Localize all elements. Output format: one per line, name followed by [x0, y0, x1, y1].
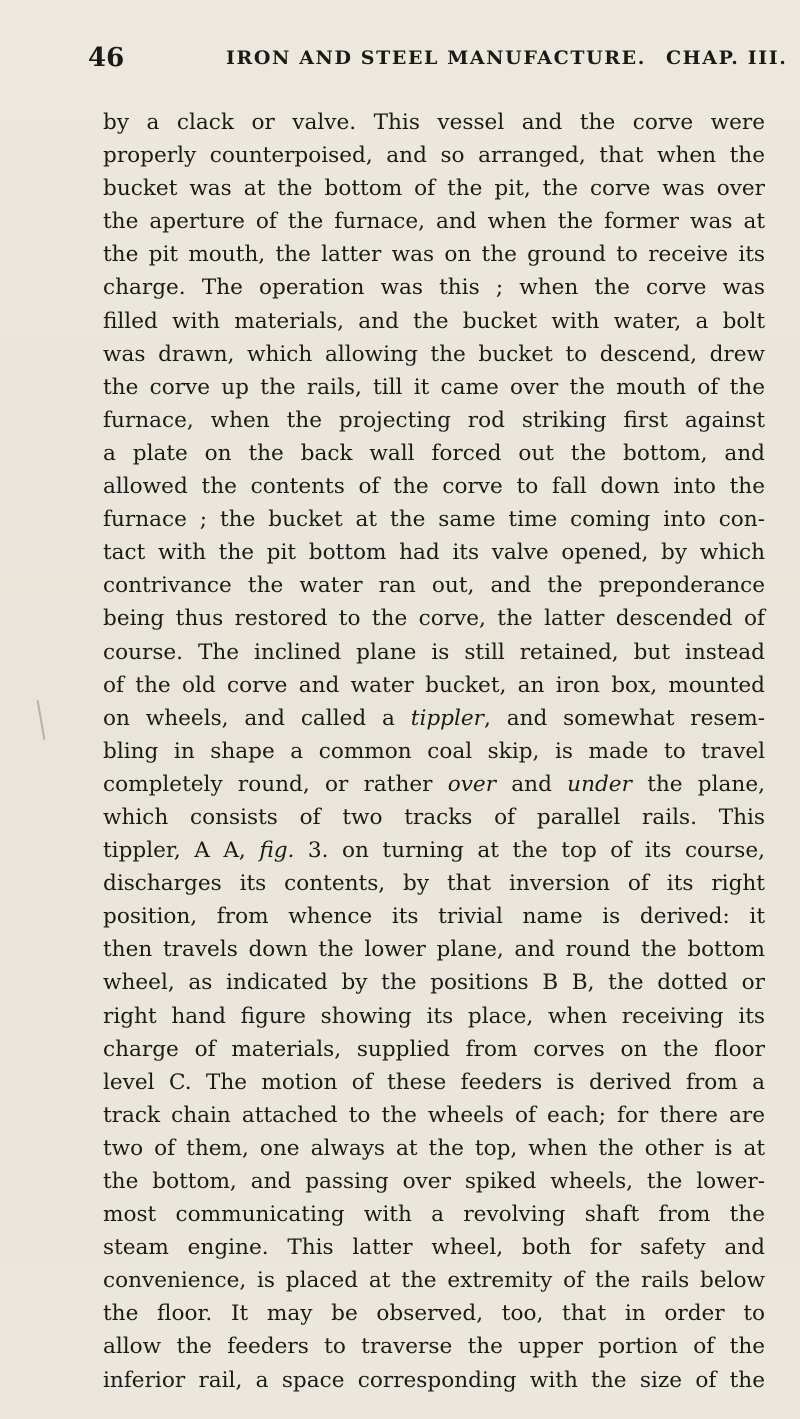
- running-title: [226, 40, 787, 76]
- text-segment: and: [511, 771, 552, 797]
- text-line: by a clack or valve. This vessel and the corve were: [103, 110, 765, 135]
- text-line: [103, 702, 765, 735]
- text-line: allow the feeders to traverse the upper portion of the: [103, 1334, 765, 1360]
- page-header: [88, 40, 788, 76]
- text-segment: completely round, or rather: [103, 771, 433, 797]
- text-line: contrivance the water ran out, and the preponderance: [103, 573, 765, 599]
- text-line: level C. The motion of these feeders is derived from a: [103, 1069, 765, 1095]
- text-line: of the old corve and water bucket, an iron box, mounted: [103, 672, 765, 698]
- text-line: [103, 768, 765, 801]
- text-line: the bottom, and passing over spiked wheels, the lower-: [103, 1169, 765, 1194]
- text-line: course. The inclined plane is still retained, but instead: [103, 639, 765, 665]
- page-number: 46: [88, 43, 125, 73]
- text-line: steam engine. This latter wheel, both for safety and: [103, 1235, 765, 1261]
- italic-term: tippler: [410, 705, 485, 731]
- text-segment: on wheels, and called a: [103, 705, 395, 731]
- text-line: bling in shape a common coal skip, is made to travel: [103, 738, 765, 764]
- text-segment: the plane,: [647, 771, 765, 797]
- text-line: wheel, as indicated by the positions B B, the dotted or: [103, 970, 765, 996]
- text-line: furnace ; the bucket at the same time coming into con-: [103, 507, 765, 533]
- text-segment: tippler, A A,: [103, 838, 246, 864]
- book-title: IRON AND STEEL MANUFACTURE.: [226, 47, 646, 69]
- text-line: inferior rail, a space corresponding with the size of the: [103, 1367, 765, 1393]
- text-line: the floor. It may be observed, too, that in order to: [103, 1301, 765, 1327]
- text-line: tact with the pit bottom had its valve opened, by which: [103, 540, 765, 566]
- text-line: right hand figure showing its place, when receiving its: [103, 1003, 765, 1029]
- text-line: the pit mouth, the latter was on the ground to receive its: [103, 242, 765, 268]
- text-line: track chain attached to the wheels of each; for there are: [103, 1102, 765, 1128]
- text-line: filled with materials, and the bucket with water, a bolt: [103, 308, 765, 334]
- italic-term: fig.: [259, 838, 295, 864]
- body-text: [103, 106, 765, 1397]
- text-line: properly counterpoised, and so arranged, that when the: [103, 143, 765, 169]
- chapter-label: CHAP. III.: [665, 47, 788, 69]
- text-line: which consists of two tracks of parallel rails. This: [103, 804, 765, 830]
- italic-term: under: [567, 771, 632, 797]
- text-line: the corve up the rails, till it came over the mouth of the: [103, 374, 765, 400]
- text-line: most communicating with a revolving shaft from the: [103, 1202, 765, 1228]
- text-line: then travels down the lower plane, and round the bottom: [103, 937, 765, 963]
- text-line: charge. The operation was this ; when the corve was: [103, 275, 765, 301]
- italic-term: over: [447, 771, 497, 797]
- text-segment: 3. on turning at the top of its course,: [307, 838, 766, 864]
- text-line: was drawn, which allowing the bucket to descend, drew: [103, 341, 765, 367]
- text-line: [103, 834, 765, 867]
- text-line: two of them, one always at the top, when the other is at: [103, 1135, 765, 1161]
- text-line: allowed the contents of the corve to fall down into the: [103, 474, 765, 500]
- margin-mark: [37, 700, 46, 740]
- text-line: position, from whence its trivial name is derived: it: [103, 904, 765, 930]
- text-line: charge of materials, supplied from corves on the floor: [103, 1036, 765, 1062]
- text-line: convenience, is placed at the extremity of the rails below: [103, 1268, 765, 1294]
- text-line: being thus restored to the corve, the latter descended of: [103, 606, 765, 632]
- text-line: bucket was at the bottom of the pit, the corve was over: [103, 176, 765, 202]
- text-line: furnace, when the projecting rod striking first against: [103, 407, 765, 433]
- text-line: the aperture of the furnace, and when the former was at: [103, 209, 765, 235]
- text-line: discharges its contents, by that inversion of its right: [103, 871, 765, 897]
- text-segment: , and somewhat resem-: [484, 705, 766, 731]
- text-line: a plate on the back wall forced out the bottom, and: [103, 440, 765, 466]
